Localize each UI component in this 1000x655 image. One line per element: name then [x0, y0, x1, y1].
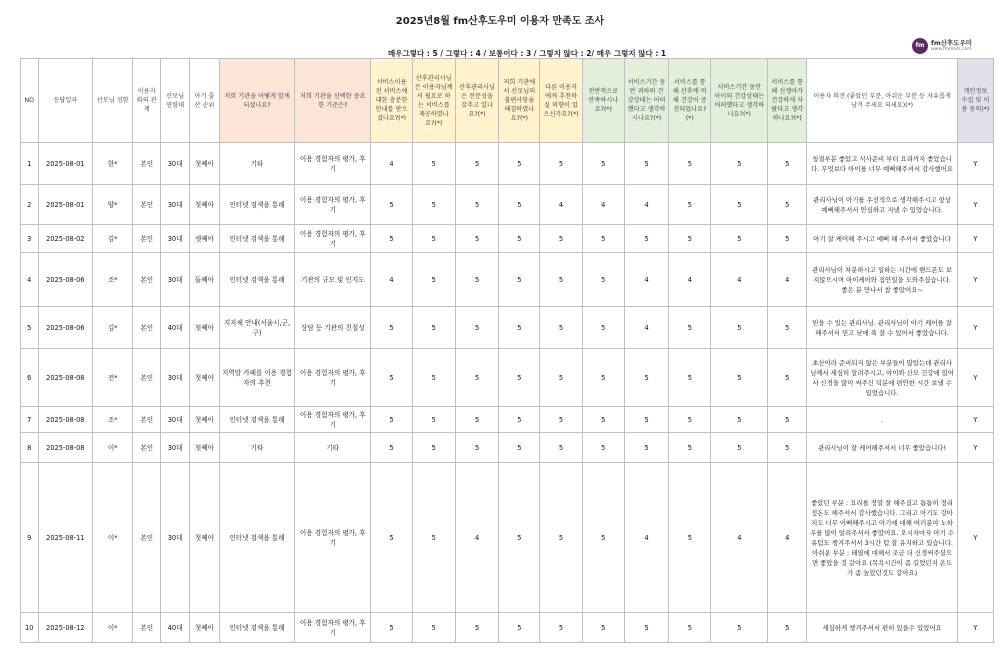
table-row: [21, 185, 994, 225]
birth-order-cell: 첫째아: [190, 613, 220, 643]
score-cell: 5: [455, 225, 498, 253]
selection-criteria-cell: 이용 경험자의 평가, 후기: [295, 463, 371, 613]
age-group-cell: 30대: [161, 349, 190, 407]
score-cell: 5: [412, 349, 455, 407]
score-cell: 5: [499, 253, 540, 307]
birth-order-cell: 첫째아: [190, 433, 220, 463]
referral-source-cell: 인터넷 검색을 통해: [219, 613, 294, 643]
response-date-cell: 2025-08-01: [38, 185, 93, 225]
row-number-cell: 9: [21, 463, 39, 613]
consent-cell: Y: [957, 143, 993, 185]
score-cell: 5: [669, 613, 711, 643]
score-cell: 5: [371, 225, 412, 253]
score-cell: 5: [582, 225, 624, 253]
score-cell: 5: [669, 463, 711, 613]
response-date-cell: 2025-08-12: [38, 613, 93, 643]
score-cell: 5: [499, 307, 540, 349]
score-cell: 5: [371, 307, 412, 349]
birth-order-cell: 첫째아: [190, 463, 220, 613]
score-cell: 5: [499, 613, 540, 643]
score-cell: 5: [582, 463, 624, 613]
score-cell: 5: [669, 143, 711, 185]
score-cell: 5: [540, 349, 582, 407]
mother-name-cell: 이*: [93, 433, 133, 463]
table-row: [21, 433, 994, 463]
row-number-cell: 8: [21, 433, 39, 463]
col-header: NO: [21, 59, 39, 143]
score-cell: 5: [371, 613, 412, 643]
mother-name-cell: 이*: [93, 463, 133, 613]
brand-logo: [912, 37, 982, 57]
score-cell: 5: [669, 407, 711, 433]
consent-cell: Y: [957, 253, 993, 307]
age-group-cell: 30대: [161, 433, 190, 463]
col-header: 다른 이용자에게 추천하실 의향이 있으신가요?(*): [540, 59, 582, 143]
mother-name-cell: 이*: [93, 613, 133, 643]
consent-cell: Y: [957, 349, 993, 407]
birth-order-cell: 셋째아: [190, 225, 220, 253]
birth-order-cell: 첫째아: [190, 307, 220, 349]
referral-source-cell: 인터넷 검색을 통해: [219, 407, 294, 433]
score-cell: 5: [499, 407, 540, 433]
table-row: [21, 307, 994, 349]
selection-criteria-cell: 이용 경험자의 평가, 후기: [295, 407, 371, 433]
mother-name-cell: 김*: [93, 307, 133, 349]
score-cell: 4: [768, 463, 807, 613]
score-cell: 5: [540, 307, 582, 349]
score-cell: 5: [455, 407, 498, 433]
relation-cell: 본인: [133, 185, 161, 225]
score-cell: 5: [455, 185, 498, 225]
col-header: 개인정보 수집 및 이용 동의(*): [957, 59, 993, 143]
age-group-cell: 40대: [161, 307, 190, 349]
score-cell: 5: [412, 143, 455, 185]
relation-cell: 본인: [133, 349, 161, 407]
col-header: 저희 기관에서 산모님의 불편사항을 해결하였나요?(*): [499, 59, 540, 143]
score-cell: 5: [412, 225, 455, 253]
col-header: 서비스기간 동안 귀하의 건강상태는 어떠했다고 생각하시나요?(*): [624, 59, 668, 143]
score-cell: 5: [371, 433, 412, 463]
referral-source-cell: 지자체 안내(서울시,군,구): [219, 307, 294, 349]
consent-cell: Y: [957, 407, 993, 433]
score-cell: 5: [455, 349, 498, 407]
score-cell: 5: [412, 253, 455, 307]
score-cell: 5: [711, 349, 768, 407]
response-date-cell: 2025-08-08: [38, 407, 93, 433]
score-cell: 5: [540, 225, 582, 253]
row-number-cell: 7: [21, 407, 39, 433]
col-header: 산후관리사님은 이용자님께서 필요로 하는 서비스를 제공하였나요?(*): [412, 59, 455, 143]
score-cell: 5: [582, 433, 624, 463]
selection-criteria-cell: 이용 경험자의 평가, 후기: [295, 143, 371, 185]
score-cell: 5: [711, 143, 768, 185]
row-number-cell: 3: [21, 225, 39, 253]
mother-name-cell: 한*: [93, 143, 133, 185]
age-group-cell: 30대: [161, 225, 190, 253]
score-cell: 5: [499, 185, 540, 225]
comment-cell: 아기 잘 케어해 주시고 예뻐 해 주셔서 좋았습니다: [807, 225, 957, 253]
referral-source-cell: 인터넷 검색을 통해: [219, 253, 294, 307]
logo-mark-icon: fm: [912, 38, 928, 54]
rating-scale-note: 매우그렇다 : 5 / 그렇다 : 4 / 보통이다 : 3 / 그렇지 않다 : 2/ 매우 그렇지 않다 : 1: [388, 49, 667, 58]
consent-cell: Y: [957, 225, 993, 253]
birth-order-cell: 첫째아: [190, 143, 220, 185]
score-cell: 5: [669, 185, 711, 225]
col-header: 서비스이용 전 서비스에 대한 충분한 안내를 받으셨나요?(*): [371, 59, 412, 143]
referral-source-cell: 인터넷 검색을 통해: [219, 225, 294, 253]
response-date-cell: 2025-08-11: [38, 463, 93, 613]
consent-cell: Y: [957, 613, 993, 643]
col-header: 이용자 의견 (좋았던 부분, 아쉬운 부분 등 자유롭게 남겨 주세요 되세요)(*): [807, 59, 957, 143]
consent-cell: Y: [957, 185, 993, 225]
score-cell: 4: [711, 463, 768, 613]
consent-cell: Y: [957, 463, 993, 613]
table-row: [21, 407, 994, 433]
table-row: [21, 613, 994, 643]
score-cell: 5: [455, 143, 498, 185]
score-cell: 5: [711, 185, 768, 225]
relation-cell: 본인: [133, 433, 161, 463]
mother-name-cell: 양*: [93, 185, 133, 225]
score-cell: 5: [499, 433, 540, 463]
comment-cell: 관리사님이 잘 케어해주셔서 너무 좋았습니다!: [807, 433, 957, 463]
mother-name-cell: 전*: [93, 349, 133, 407]
score-cell: 5: [669, 349, 711, 407]
score-cell: 5: [371, 407, 412, 433]
birth-order-cell: 첫째아: [190, 349, 220, 407]
response-date-cell: 2025-08-06: [38, 307, 93, 349]
score-cell: 5: [669, 433, 711, 463]
relation-cell: 본인: [133, 225, 161, 253]
comment-cell: 믿을 수 있는 관리사님. 관리사님이 아기 케어를 잘 해주셔서 믿고 낮에 푹 잘 수 있어서 좋았습니다.: [807, 307, 957, 349]
score-cell: 5: [455, 433, 498, 463]
selection-criteria-cell: 이용 경험자의 평가, 후기: [295, 225, 371, 253]
col-header: 이용자와의 관계: [133, 59, 161, 143]
col-header: 산모님 연령대: [161, 59, 190, 143]
survey-table: [20, 58, 994, 643]
score-cell: 4: [624, 307, 668, 349]
col-header: 서비스를 통해 산후에 비해 건강이 증진되었나요?(*): [669, 59, 711, 143]
score-cell: 5: [412, 433, 455, 463]
score-cell: 4: [768, 253, 807, 307]
table-row: [21, 225, 994, 253]
score-cell: 5: [624, 613, 668, 643]
row-number-cell: 1: [21, 143, 39, 185]
score-cell: 5: [669, 307, 711, 349]
comment-cell: 청결부분 좋았고 식사준비 부터 요리까지 좋았습니다. 무엇보다 아이를 너무 예뻐해주셔서 감사했어요: [807, 143, 957, 185]
comment-cell: .: [807, 407, 957, 433]
score-cell: 5: [624, 433, 668, 463]
col-header: 산모님 성함: [93, 59, 133, 143]
score-cell: 5: [455, 613, 498, 643]
score-cell: 4: [624, 463, 668, 613]
score-cell: 5: [540, 407, 582, 433]
relation-cell: 본인: [133, 143, 161, 185]
relation-cell: 본인: [133, 463, 161, 613]
score-cell: 4: [624, 185, 668, 225]
comment-cell: 관리사님이 차분하시고 일하는 시간에 핸드폰도 보지않으시며 아이케어와 집안일을 도와주셨습니다. 좋은 분 만나서 참 좋았어요~: [807, 253, 957, 307]
table-row: [21, 349, 994, 407]
selection-criteria-cell: 상담 등 기관의 친절성: [295, 307, 371, 349]
score-cell: 5: [540, 613, 582, 643]
age-group-cell: 30대: [161, 143, 190, 185]
score-cell: 5: [768, 613, 807, 643]
score-cell: 4: [711, 253, 768, 307]
relation-cell: 본인: [133, 407, 161, 433]
score-cell: 5: [711, 307, 768, 349]
score-cell: 5: [455, 253, 498, 307]
score-cell: 5: [499, 463, 540, 613]
col-header: 서비스를 통해 신생아가 건강하게 자랐다고 생각하나요?(*): [768, 59, 807, 143]
row-number-cell: 2: [21, 185, 39, 225]
score-cell: 5: [768, 143, 807, 185]
response-date-cell: 2025-08-08: [38, 433, 93, 463]
score-cell: 4: [624, 253, 668, 307]
score-cell: 5: [540, 253, 582, 307]
score-cell: 5: [582, 407, 624, 433]
age-group-cell: 30대: [161, 463, 190, 613]
score-cell: 5: [711, 613, 768, 643]
birth-order-cell: 둘째아: [190, 253, 220, 307]
age-group-cell: 30대: [161, 253, 190, 307]
logo-name: fm산후도우미: [931, 39, 972, 47]
referral-source-cell: 인터넷 검색을 통해: [219, 463, 294, 613]
score-cell: 5: [371, 349, 412, 407]
score-cell: 5: [540, 433, 582, 463]
row-number-cell: 5: [21, 307, 39, 349]
table-row: [21, 463, 994, 613]
score-cell: 5: [499, 143, 540, 185]
score-cell: 5: [711, 433, 768, 463]
referral-source-cell: 지역맘 카페를 이용 경험자의 추천: [219, 349, 294, 407]
score-cell: 5: [582, 143, 624, 185]
age-group-cell: 30대: [161, 407, 190, 433]
table-row: [21, 253, 994, 307]
score-cell: 5: [540, 143, 582, 185]
response-date-cell: 2025-08-06: [38, 253, 93, 307]
score-cell: 5: [768, 433, 807, 463]
score-cell: 5: [540, 463, 582, 613]
mother-name-cell: 김*: [93, 225, 133, 253]
score-cell: 5: [582, 349, 624, 407]
row-number-cell: 4: [21, 253, 39, 307]
header-row: [21, 59, 994, 143]
score-cell: 5: [455, 307, 498, 349]
selection-criteria-cell: 기타: [295, 433, 371, 463]
col-header: 산후관리사님은 전문성을 갖추고 있나요?(*): [455, 59, 498, 143]
score-cell: 5: [371, 185, 412, 225]
score-cell: 5: [582, 613, 624, 643]
score-cell: 4: [455, 463, 498, 613]
selection-criteria-cell: 이용 경험자의 평가, 후기: [295, 185, 371, 225]
score-cell: 5: [412, 463, 455, 613]
selection-criteria-cell: 이용 경험자의 평가, 후기: [295, 349, 371, 407]
relation-cell: 본인: [133, 613, 161, 643]
score-cell: 5: [768, 307, 807, 349]
referral-source-cell: 기타: [219, 143, 294, 185]
response-date-cell: 2025-08-08: [38, 349, 93, 407]
score-cell: 4: [669, 253, 711, 307]
score-cell: 4: [371, 143, 412, 185]
score-cell: 5: [499, 225, 540, 253]
birth-order-cell: 첫째아: [190, 185, 220, 225]
score-cell: 4: [371, 253, 412, 307]
score-cell: 5: [624, 225, 668, 253]
score-cell: 5: [624, 407, 668, 433]
selection-criteria-cell: 이용 경험자의 평가, 후기: [295, 613, 371, 643]
score-cell: 5: [412, 613, 455, 643]
birth-order-cell: 첫째아: [190, 407, 220, 433]
col-header: 서비스기간 동안 아이의 건강상태는 어떠했다고 생각하나요?(*): [711, 59, 768, 143]
score-cell: 5: [711, 225, 768, 253]
score-cell: 5: [669, 225, 711, 253]
score-cell: 5: [582, 253, 624, 307]
response-date-cell: 2025-08-01: [38, 143, 93, 185]
referral-source-cell: 기타: [219, 433, 294, 463]
table-row: [21, 143, 994, 185]
col-header: 아기 출산 순위: [190, 59, 220, 143]
score-cell: 5: [412, 307, 455, 349]
referral-source-cell: 인터넷 검색을 통해: [219, 185, 294, 225]
comment-cell: 초산이라 준비되지 않은 부분들이 많았는데 관리사님께서 세심히 알려주시고, 아이와 산모 건강에 있어서 신경을 많이 써주신 덕분에 편안한 시간 보낼 수 있었습니다.: [807, 349, 957, 407]
relation-cell: 본인: [133, 253, 161, 307]
score-cell: 5: [768, 407, 807, 433]
col-header: 저희 기관을 선택한 중요한 기준은?: [295, 59, 371, 143]
score-cell: 5: [412, 407, 455, 433]
score-cell: 5: [582, 307, 624, 349]
score-cell: 5: [768, 225, 807, 253]
comment-cell: 세심하게 챙겨주셔서 편히 있을수 있었어요: [807, 613, 957, 643]
row-number-cell: 6: [21, 349, 39, 407]
score-cell: 4: [540, 185, 582, 225]
score-cell: 5: [768, 185, 807, 225]
col-header: 저희 기관을 어떻게 알게 되셨나요?: [219, 59, 294, 143]
score-cell: 5: [624, 349, 668, 407]
response-date-cell: 2025-08-02: [38, 225, 93, 253]
logo-url: www.fmmom.com: [931, 47, 972, 52]
comment-cell: 관리사님이 아기를 우선적으로 생각해주시고 항상 예뻐해주셔서 안심하고 지낼 수 있었습니다.: [807, 185, 957, 225]
comment-cell: 좋았던 부분 : 요리를 정말 잘 해주셨고 틈틈히 정리정돈도 해주셔서 감사했습니다. 그리고 아기도 강아지도 너무 이뻐해주시고 아기에 대해 여러분야 노하우를 많이 알려주셔서 좋았어요. 오시자마자 아기 수유텀도 챙겨주셔서 3시간 텀 잘 유지하고 있습니다. 아쉬운 부분 : 태열에 대해서 조금 더 신경써주셨으면 좋았을 것 같아요 (목욕시간이 좀 길었던지 온도가 좀 높았던것도 같아요): [807, 463, 957, 613]
selection-criteria-cell: 기관의 규모 및 인지도: [295, 253, 371, 307]
age-group-cell: 30대: [161, 185, 190, 225]
score-cell: 5: [412, 185, 455, 225]
mother-name-cell: 조*: [93, 253, 133, 307]
score-cell: 4: [582, 185, 624, 225]
relation-cell: 본인: [133, 307, 161, 349]
consent-cell: Y: [957, 433, 993, 463]
score-cell: 5: [768, 349, 807, 407]
score-cell: 5: [371, 463, 412, 613]
mother-name-cell: 조*: [93, 407, 133, 433]
row-number-cell: 10: [21, 613, 39, 643]
score-cell: 5: [499, 349, 540, 407]
score-cell: 5: [711, 407, 768, 433]
consent-cell: Y: [957, 307, 993, 349]
score-cell: 5: [624, 143, 668, 185]
col-header: 전반적으로 만족하시나요?(*): [582, 59, 624, 143]
age-group-cell: 40대: [161, 613, 190, 643]
col-header: 응답일자: [38, 59, 93, 143]
page-title: 2025년8월 fm산후도우미 이용자 만족도 조사: [395, 16, 605, 27]
